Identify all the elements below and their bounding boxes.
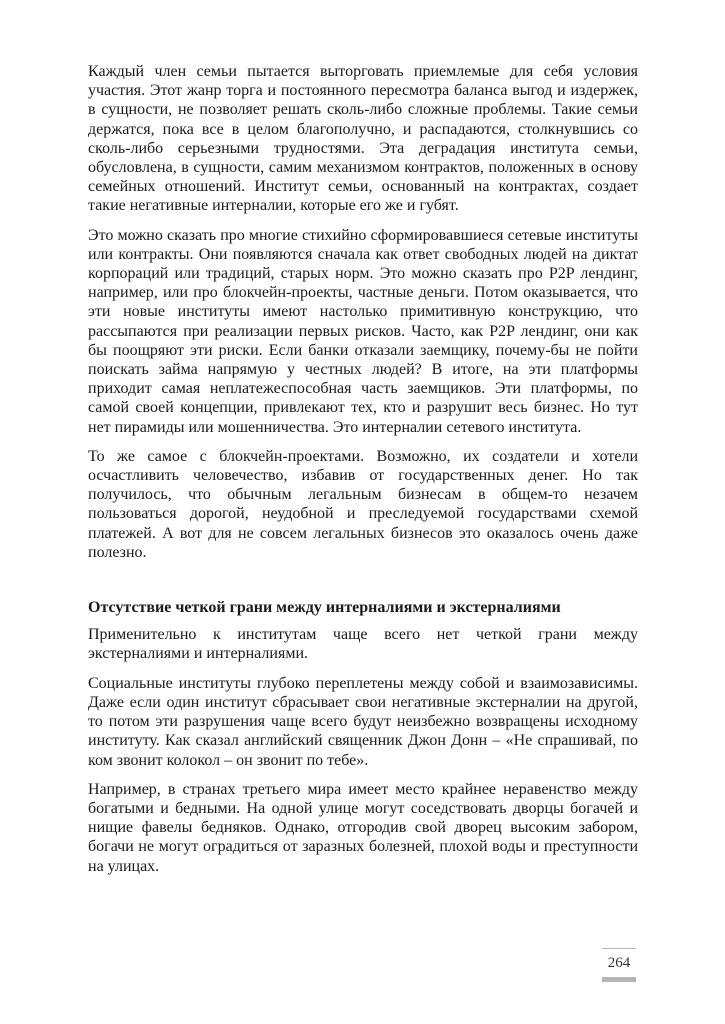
section-paragraph-2: Социальные институты глубоко переплетены между собой и взаимозависимы. Даже если один институт сбрасывает свои негативные экстерналии на другой, то потом эти разрушения чаще всего будут неизбежно возвращены исходному институту. Как сказал английский священник Джон Донн – «Не спрашивай, по ком звонит колокол – он звонит по тебе».: [88, 674, 638, 769]
page-number-footer: [602, 948, 636, 982]
page-number-bar: [602, 977, 636, 982]
page-number-rule: [602, 948, 636, 949]
section-heading: Отсутствие четкой грани между интерналиями и экстерналиями: [88, 599, 561, 617]
page-number: 264: [607, 955, 631, 971]
section-paragraph-3: Например, в странах третьего мира имеет место крайнее неравенство между богатыми и бедными. На одной улице могут соседствовать дворцы богачей и нищие фавелы бедняков. Однако, отгородив свой дворец высоким забором, богачи не могут оградиться от заразных болезней, плохой воды и преступности на улицах.: [88, 780, 638, 875]
section-spacer: [88, 572, 638, 598]
section-paragraph-1: Применительно к институтам чаще всего нет четкой грани между экстерналиями и интерналиями.: [88, 626, 638, 663]
paragraph-3: То же самое с блокчейн-проектами. Возможно, их создатели и хотели осчастливить человечество, избавив от государственных денег. Но так получилось, что обычным легальным бизнесам в общем-то незачем пользоваться дорогой, неудобной и преследуемой государствами схемой платежей. А вот для не совсем легальных бизнесов это оказалось очень даже полезно.: [88, 447, 638, 561]
paragraph-2: Это можно сказать про многие стихийно сформировавшиеся сетевые институты или контракты. Они появляются сначала как ответ свободных людей на диктат корпораций или традиций, старых норм. Это можно сказать про P2P лендинг, например, или про блокчейн-проекты, частные деньги. Потом оказывается, что эти новые институты имеют настолько примитивную конструкцию, что рассыпаются при реализации первых рисков. Часто, как P2P лендинг, они как бы поощряют эти риски. Если банки отказали заемщику, почему-бы не пойти поискать займа напрямую у честных людей? В итоге, на эти платформы приходит самая неплатежеспособная часть заемщиков. Эти платформы, по самой своей концепции, привлекают тех, кто и разрушит весь бизнес. Но тут нет пирамиды или мошенничества. Это интерналии сетевого института.: [88, 226, 638, 436]
page-body: [88, 62, 638, 886]
paragraph-1: Каждый член семьи пытается выторговать приемлемые для себя условия участия. Этот жанр торга и постоянного пересмотра баланса выгод и издержек, в сущности, не позволяет решать сколь-либо сложные проблемы. Такие семьи держатся, пока все в целом благополучно, и распадаются, столкнувшись со сколь-либо серьезными трудностями. Эта деградация института семьи, обусловлена, в сущности, самим механизмом контрактов, положенных в основу семейных отношений. Институт семьи, основанный на контрактах, создает такие негативные интерналии, которые его же и губят.: [88, 63, 638, 215]
